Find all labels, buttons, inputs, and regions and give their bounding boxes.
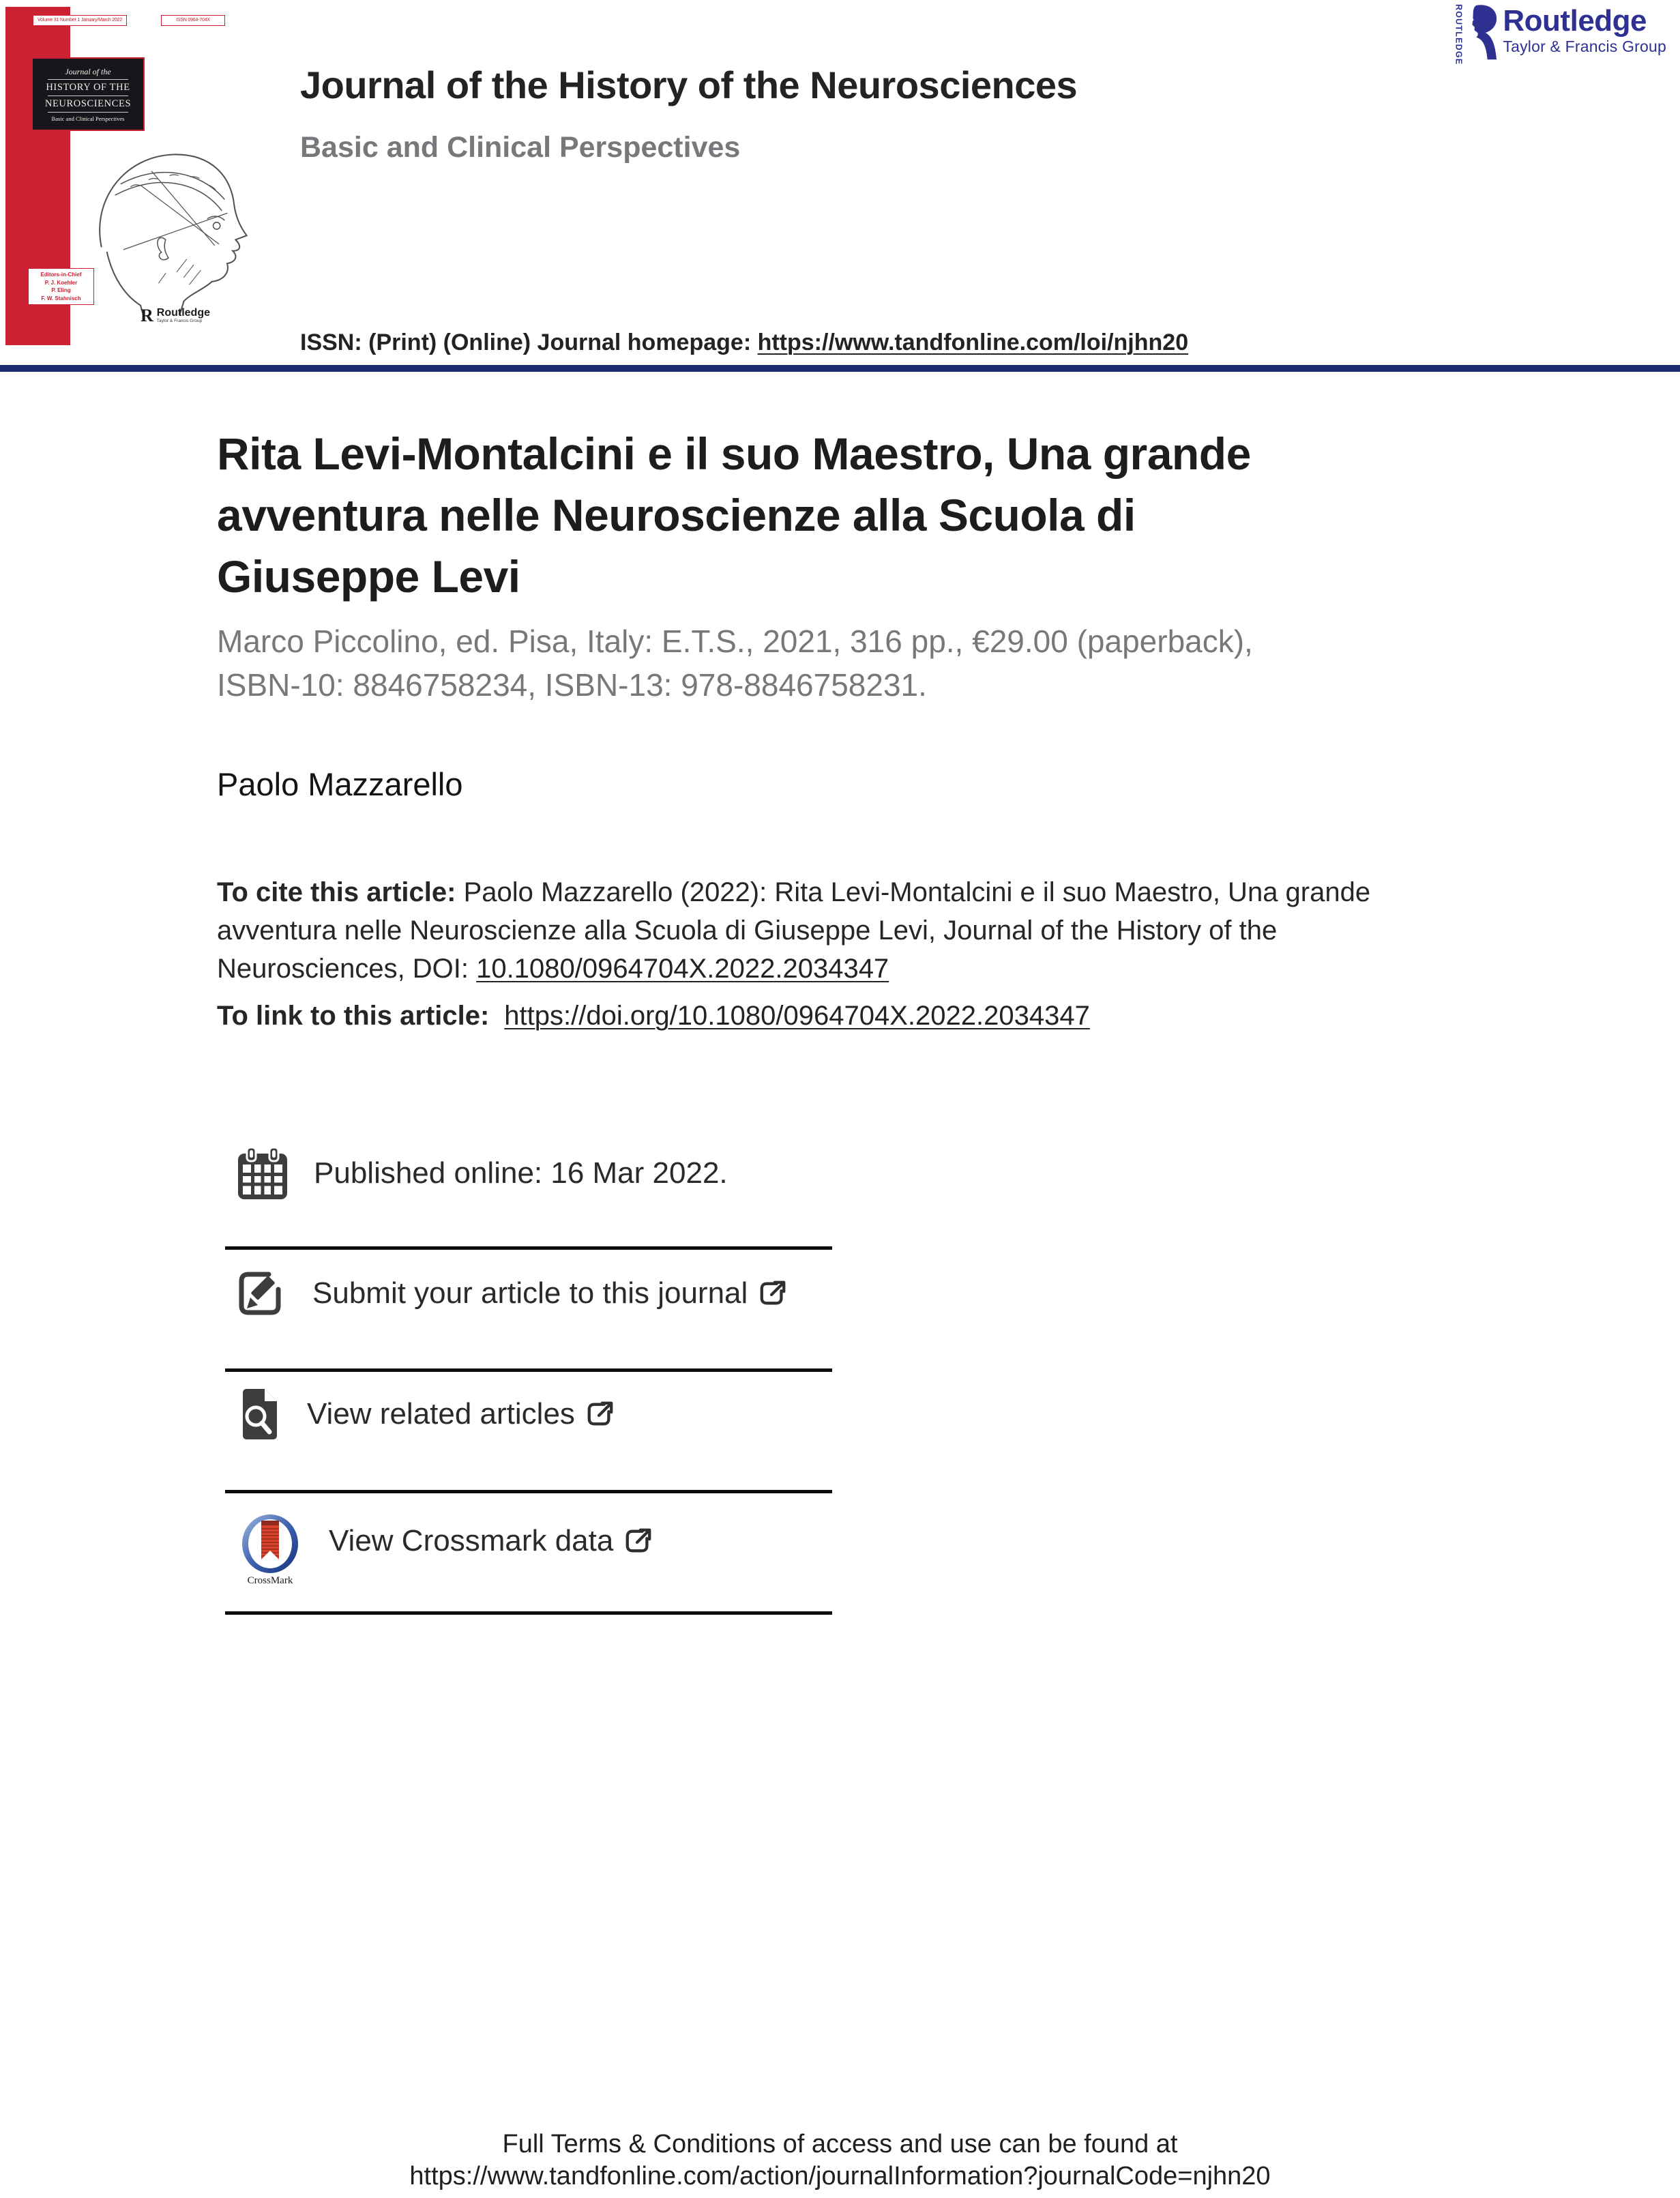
article-title [217,423,1251,607]
footer-terms-url[interactable]: https://www.tandfonline.com/action/journalInformation?journalCode=njhn20 [409,2162,1271,2190]
cover-masthead-tagline: Basic and Clinical Perspectives [51,115,125,122]
cover-masthead-line1: HISTORY OF THE [46,81,130,93]
divider-rule [225,1490,832,1493]
issn-label: ISSN: (Print) (Online) Journal homepage: [300,329,758,355]
head-sketch-illustration [82,141,256,315]
cite-text: Neurosciences, DOI: [217,954,477,984]
calendar-icon [237,1146,288,1201]
journal-cover-thumbnail [5,7,265,345]
related-articles-icon[interactable] [237,1388,281,1441]
divider-rule [225,1368,832,1372]
book-metadata-line: ISBN-10: 8846758234, ISBN-13: 978-8846758231. [217,667,927,703]
taylor-francis-group-text: Taylor & Francis Group [1503,38,1666,55]
book-metadata [217,619,1253,707]
citation-block [217,873,1370,988]
routledge-logo [1454,4,1666,65]
imprint-subname: Taylor & Francis Group [156,319,203,323]
published-online-text: Published online: 16 Mar 2022. [314,1156,728,1190]
cover-issn-box: ISSN 0964-704X [161,15,225,26]
editor-name: P. J. Koehler [44,279,78,286]
author-name: Paolo Mazzarello [217,766,463,802]
doi-link[interactable]: 10.1080/0964704X.2022.2034347 [476,954,889,984]
submit-article-text[interactable]: Submit your article to this journal [312,1276,748,1310]
book-metadata-line: Marco Piccolino, ed. Pisa, Italy: E.T.S., 2021, 316 pp., €29.00 (paperback), [217,624,1253,659]
external-link-icon[interactable] [758,1279,787,1308]
header-divider-bar [0,365,1680,372]
divider-rule [225,1611,832,1615]
submit-article-link[interactable] [237,1266,787,1321]
cover-volume-box: Volume 31 Number 1 January/March 2022 [33,15,127,26]
routledge-wordmark: Routledge [1503,4,1647,38]
article-title-line: Rita Levi-Montalcini e il suo Maestro, Una grande [217,428,1251,479]
article-title-line: Giuseppe Levi [217,551,520,602]
view-crossmark-text[interactable]: View Crossmark data [329,1524,614,1557]
routledge-r-glyph [1468,4,1498,61]
footer-terms [0,2128,1680,2193]
crossmark-logo[interactable] [237,1514,303,1587]
editors-title: Editors-in-Chief [40,272,82,278]
submit-pencil-icon[interactable] [237,1269,286,1318]
cover-routledge-imprint [141,307,210,325]
published-online-row [237,1145,728,1202]
issn-homepage-line [300,329,1188,356]
view-crossmark-link[interactable] [237,1509,653,1591]
routledge-r-glyph-small: R [141,306,153,325]
editor-name: P. Eling [51,287,71,293]
editor-name: F. W. Stahnisch [41,295,81,302]
cover-editors-box [28,268,94,305]
journal-subtitle: Basic and Clinical Perspectives [300,131,741,164]
journal-title: Journal of the History of the Neurosciences [300,63,1078,106]
routledge-vertical-text: ROUTLEDGE [1454,4,1464,65]
footer-terms-text: Full Terms & Conditions of access and use can be found at [502,2130,1178,2158]
external-link-icon[interactable] [586,1400,615,1428]
imprint-name: Routledge [156,307,210,319]
cover-masthead-line2: NEUROSCIENCES [44,98,132,109]
link-label: To link to this article: [217,1001,490,1031]
article-title-line: avventura nelle Neuroscienze alla Scuola di [217,490,1136,540]
doi-url-link[interactable]: https://doi.org/10.1080/0964704X.2022.2034347 [504,1001,1090,1031]
journal-homepage-link[interactable]: https://www.tandfonline.com/loi/njhn20 [757,329,1189,355]
cite-label: To cite this article: [217,877,456,907]
view-related-text[interactable]: View related articles [307,1397,575,1431]
crossmark-wordmark: CrossMark [247,1574,293,1586]
cover-masthead-script: Journal of the [65,66,111,76]
cite-text: avventura nelle Neuroscienze alla Scuola di Giuseppe Levi, Journal of the History of the [217,915,1278,946]
external-link-icon[interactable] [624,1527,653,1555]
cover-masthead [31,57,145,131]
masthead-rule [48,112,128,113]
cite-text: Paolo Mazzarello (2022): Rita Levi-Montalcini e il suo Maestro, Una grande [456,877,1371,907]
divider-rule [225,1246,832,1250]
masthead-rule [48,79,128,80]
link-to-article-line [217,1001,1090,1031]
view-related-articles-link[interactable] [237,1388,615,1441]
